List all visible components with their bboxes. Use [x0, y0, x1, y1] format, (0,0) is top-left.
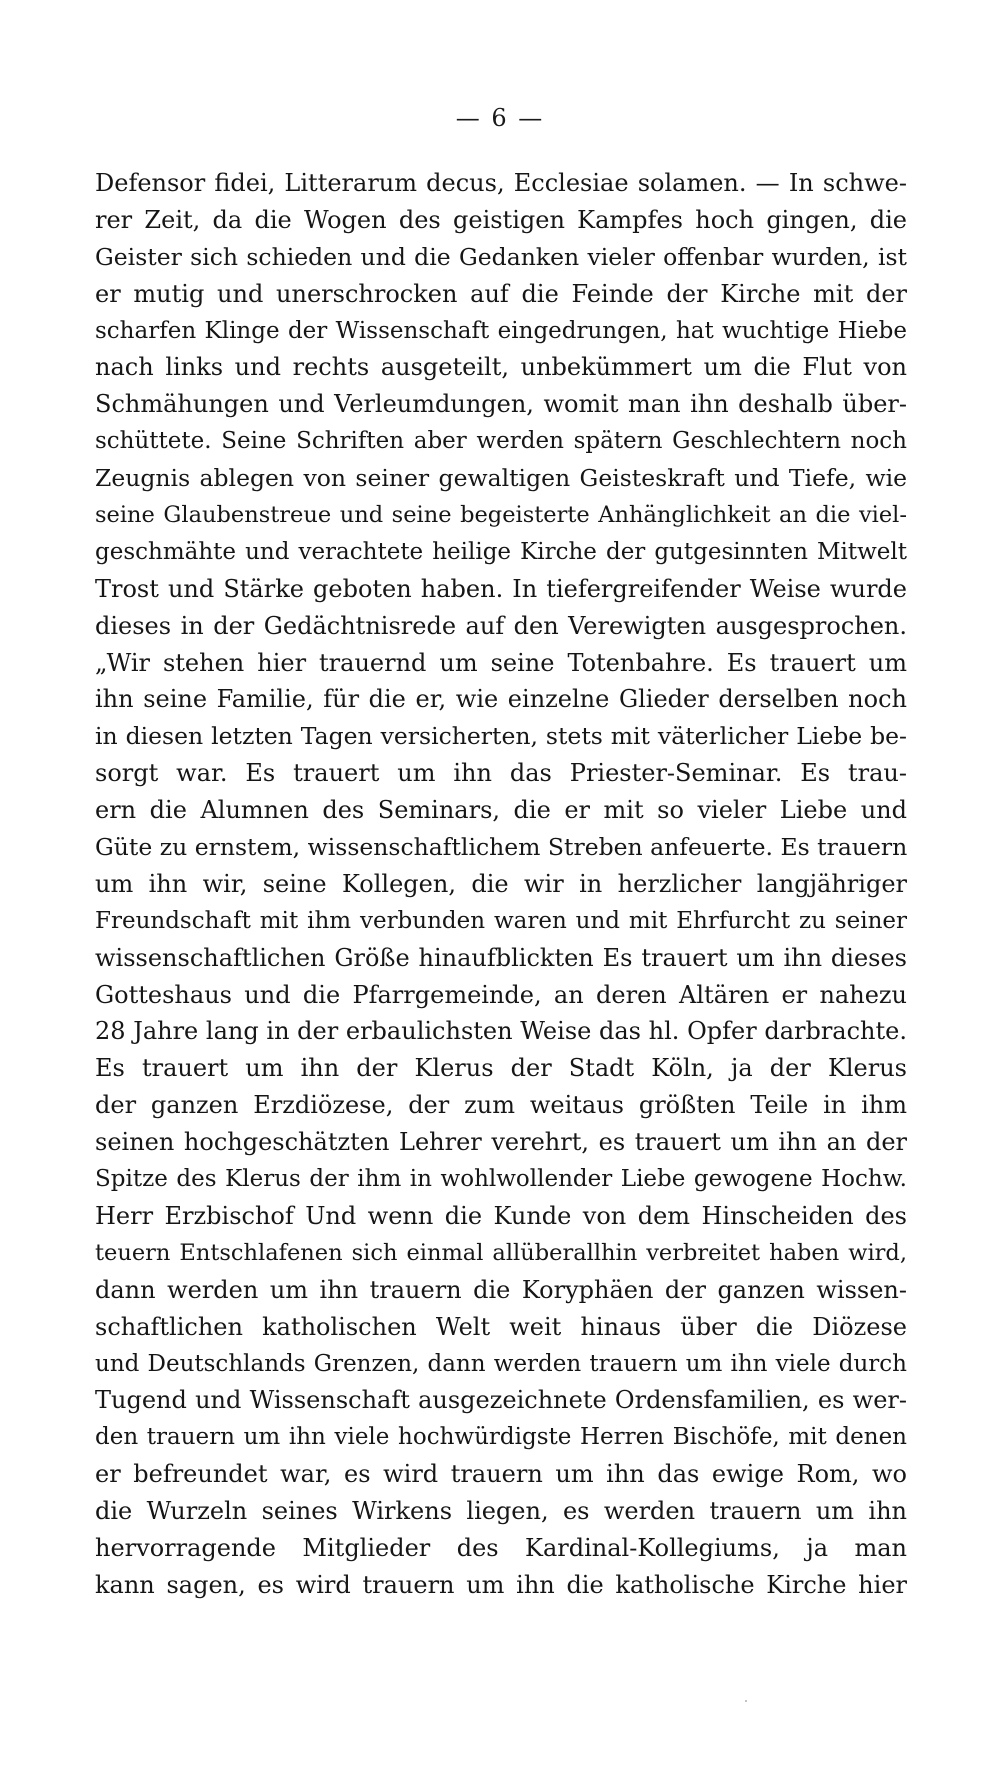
text-line: wissenschaftlichen Größe hinaufblickten Es trauert um ihn dieses — [95, 943, 907, 972]
text-line: dieses in der Gedächtnisrede auf den Verewigten ausgesprochen. — [95, 611, 907, 640]
text-line: 28 Jahre lang in der erbaulichsten Weise das hl. Opfer darbrachte. — [95, 1017, 907, 1046]
text-line: in diesen letzten Tagen versicherten, stets mit väterlicher Liebe be- — [95, 722, 907, 751]
page-number: — 6 — — [455, 104, 545, 132]
text-line: Zeugnis ablegen von seiner gewaltigen Geisteskraft und Tiefe, wie — [95, 464, 907, 493]
text-line: Freundschaft mit ihm verbunden waren und mit Ehrfurcht zu seiner — [95, 907, 907, 934]
text-line: Spitze des Klerus der ihm in wohlwollender Liebe gewogene Hochw. — [95, 1166, 907, 1193]
text-line: Tugend und Wissenschaft ausgezeichnete Ordensfamilien, es wer- — [95, 1386, 907, 1415]
text-line: und Deutschlands Grenzen, dann werden trauern um ihn viele durch — [95, 1350, 907, 1377]
text-line: schaftlichen katholischen Welt weit hinaus über die Diözese — [95, 1312, 907, 1341]
text-line: Güte zu ernstem, wissenschaftlichem Streben anfeuerte. Es trauern — [95, 833, 907, 862]
text-line: kann sagen, es wird trauern um ihn die katholische Kirche hier — [95, 1570, 907, 1599]
text-line: den trauern um ihn viele hochwürdigste Herren Bischöfe, mit denen — [95, 1424, 907, 1451]
text-line: Es trauert um ihn der Klerus der Stadt Köln, ja der Klerus — [95, 1054, 907, 1083]
text-line: ihn seine Familie, für die er, wie einzelne Glieder derselben noch — [95, 685, 907, 714]
text-line: der ganzen Erzdiözese, der zum weitaus größten Teile in ihm — [95, 1091, 907, 1120]
text-line: Defensor fidei, Litterarum decus, Ecclesiae solamen. — In schwe- — [95, 169, 907, 197]
paper-speck — [745, 1700, 747, 1702]
text-line: die Wurzeln seines Wirkens liegen, es werden trauern um ihn — [95, 1497, 907, 1526]
text-line: Gotteshaus und die Pfarrgemeinde, an deren Altären er nahezu — [95, 980, 907, 1009]
text-line: rer Zeit, da die Wogen des geistigen Kampfes hoch gingen, die — [95, 205, 907, 234]
text-line: Geister sich schieden und die Gedanken vieler offenbar wurden, ist — [95, 242, 907, 271]
text-line: teuern Entschlafenen sich einmal allüberallhin verbreitet haben wird, — [95, 1239, 907, 1266]
text-line: um ihn wir, seine Kollegen, die wir in herzlicher langjähriger — [95, 869, 907, 898]
text-line: seine Glaubenstreue und seine begeisterte Anhänglichkeit an die viel- — [95, 502, 907, 529]
text-line: hervorragende Mitglieder des Kardinal-Kollegiums, ja man — [95, 1533, 907, 1562]
text-line: sorgt war. Es trauert um ihn das Priester-Seminar. Es trau- — [95, 759, 907, 788]
text-line: ern die Alumnen des Seminars, die er mit so vieler Liebe und — [95, 796, 907, 825]
text-line: seinen hochgeschätzten Lehrer verehrt, es trauert um ihn an der — [95, 1128, 907, 1157]
text-line: Trost und Stärke geboten haben. In tiefergreifender Weise wurde — [95, 574, 907, 603]
text-line: Schmähungen und Verleumdungen, womit man ihn deshalb über- — [95, 390, 907, 419]
text-line: er befreundet war, es wird trauern um ihn das ewige Rom, wo — [95, 1460, 907, 1489]
text-line: nach links und rechts ausgeteilt, unbekümmert um die Flut von — [95, 353, 907, 382]
text-line: er mutig und unerschrocken auf die Feinde der Kirche mit der — [95, 279, 907, 308]
text-line: „Wir stehen hier trauernd um seine Totenbahre. Es trauert um — [95, 648, 907, 677]
text-line: dann werden um ihn trauern die Koryphäen der ganzen wissen- — [95, 1275, 907, 1304]
text-line: Herr Erzbischof Und wenn die Kunde von dem Hinscheiden des — [95, 1201, 907, 1230]
text-line: schüttete. Seine Schriften aber werden spätern Geschlechtern noch — [95, 428, 907, 455]
text-line: scharfen Klinge der Wissenschaft eingedrungen, hat wuchtige Hiebe — [95, 317, 907, 344]
body-text — [95, 165, 907, 1604]
text-line: geschmähte und verachtete heilige Kirche der gutgesinnten Mitwelt — [95, 538, 907, 565]
